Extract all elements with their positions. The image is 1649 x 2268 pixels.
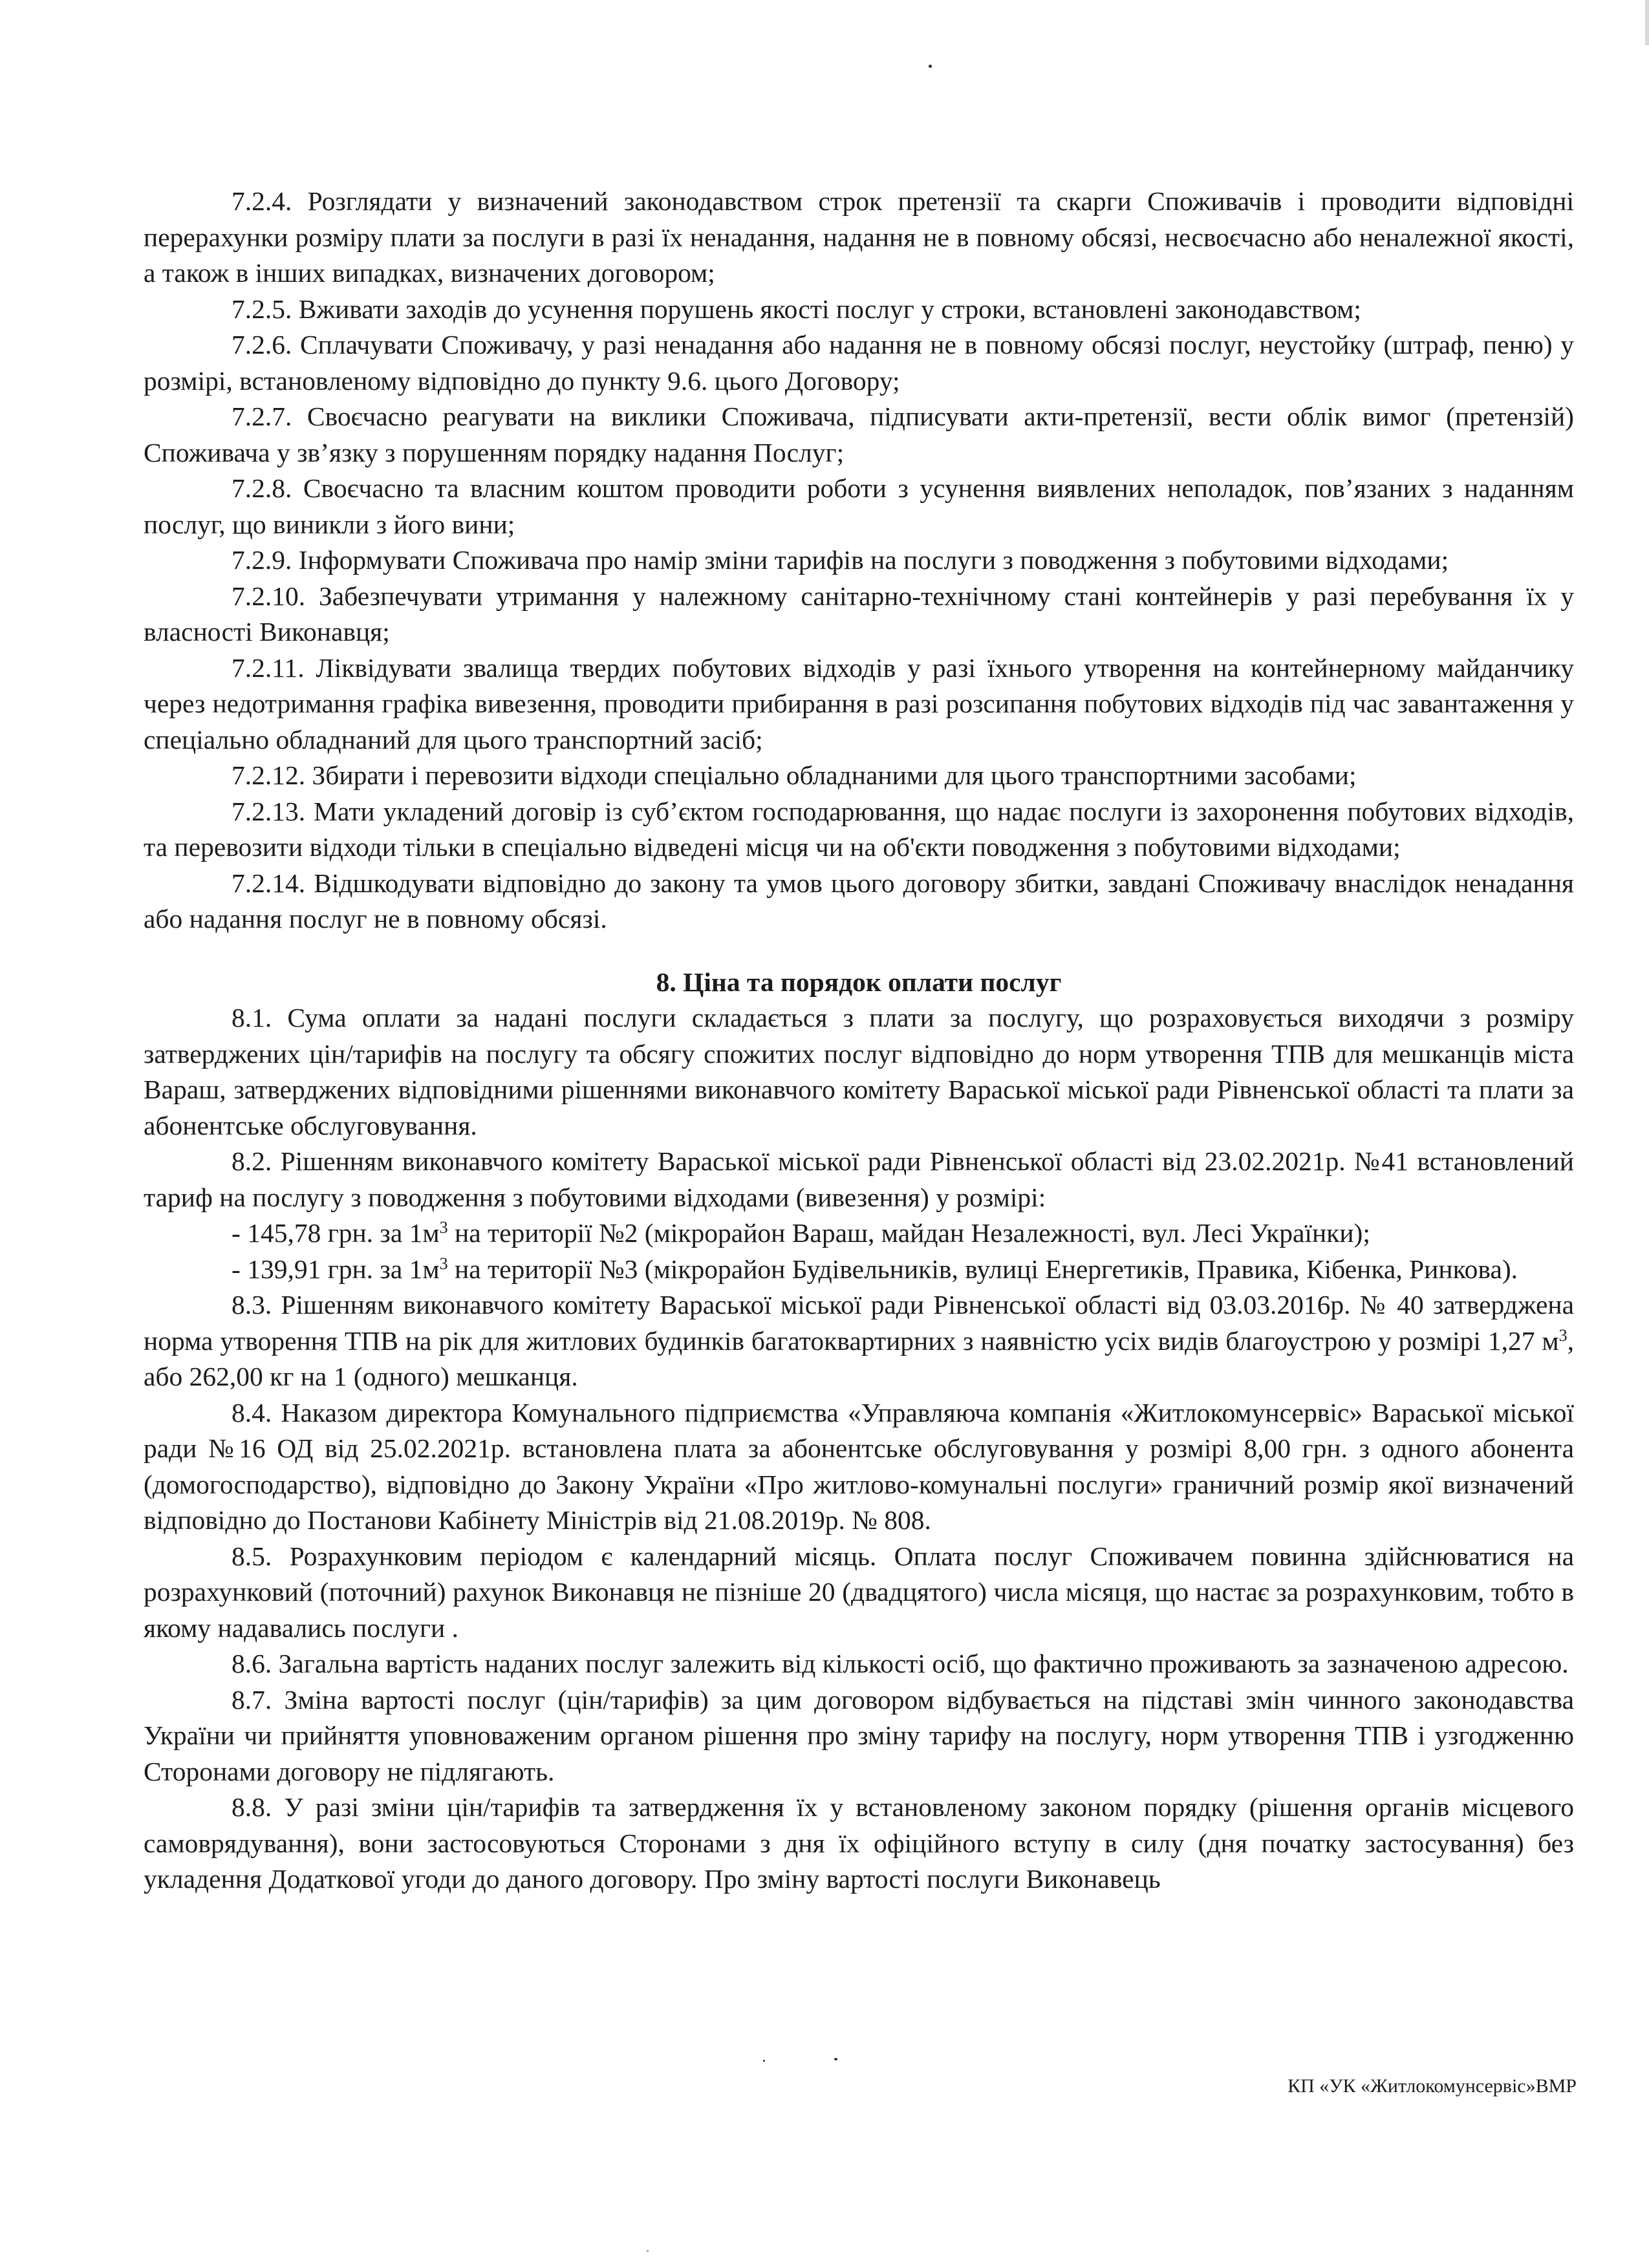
cubic-superscript: 3 xyxy=(1558,1325,1568,1345)
tariff-2-text: - 139,91 грн. за 1м xyxy=(232,1254,440,1284)
scan-speck xyxy=(763,2060,765,2062)
clause-7-2-14: 7.2.14. Відшкодувати відповідно до закону та умов цього договору збитки, завдані Споживачу внаслідок ненадання або надання послуг не в повному обсязі. xyxy=(144,868,1574,934)
clause-8-6: 8.6. Загальна вартість наданих послуг залежить від кількості осіб, що фактично проживають за зазначеною адресою. xyxy=(232,1649,1569,1678)
clause-8-3-text-rest: , або 262,00 кг на 1 (одного) мешканця. xyxy=(144,1325,1574,1391)
clause-8-3 xyxy=(144,1287,1574,1395)
clause-7-2-12: 7.2.12. Збирати і перевозити відходи спеціально обладнаними для цього транспортними засобами; xyxy=(232,760,1357,790)
tariff-territory-3 xyxy=(144,1252,1574,1288)
section-7-obligations xyxy=(144,184,1574,937)
clause-8-2: 8.2. Рішенням виконавчого комітету Вараської міської ради Рівненської області від 23.02.2021р. №41 встановлений тариф на послугу з поводження з побутовими відходами (вивезення) у розмірі: xyxy=(144,1146,1574,1212)
page-footer: КП «УК «Житлокомунсервіс»ВМР xyxy=(1288,2075,1577,2097)
clause-7-2-11: 7.2.11. Ліквідувати звалища твердих побутових відходів у разі їхнього утворення на контейнерному майданчику через недотримання графіка вивезення, проводити прибирання в разі розсипання побутових відходів під час завантаження у спеціально обладнаний для цього транспортний засіб; xyxy=(144,652,1574,754)
scan-edge-mark xyxy=(1645,0,1649,45)
clause-7-2-4: 7.2.4. Розглядати у визначений законодавством строк претензії та скарги Споживачів і проводити відповідні перерахунки розміру плати за послуги в разі їх ненадання, надання не в повному обсязі, несвоєчасно або неналежної якості, а також в інших випадках, визначених договором; xyxy=(144,186,1574,288)
tariff-2-text-rest: на території №3 (мікрорайон Будівельників, вулиці Енергетиків, Правика, Кібенка, Ринкова). xyxy=(447,1254,1518,1284)
clause-7-2-10: 7.2.10. Забезпечувати утримання у належному санітарно-технічному стані контейнерів у разі перебування їх у власності Виконавця; xyxy=(144,581,1574,647)
clause-8-5: 8.5. Розрахунковим періодом є календарний місяць. Оплата послуг Споживачем повинна здійснюватися на розрахунковий (поточний) рахунок Виконавця не пізніше 20 (двадцятого) числа місяця, що настає за розрахунковим, тобто в якому надавались послуги . xyxy=(144,1541,1574,1643)
clause-7-2-13: 7.2.13. Мати укладений договір із суб’єктом господарювання, що надає послуги із захоронення побутових відходів, та перевозити відходи тільки в спеціально відведені місця чи на об'єкти поводження з побутовими відходами; xyxy=(144,796,1574,862)
document-page xyxy=(144,184,1574,1898)
scan-speck xyxy=(647,2250,649,2252)
clause-7-2-8: 7.2.8. Своєчасно та власним коштом проводити роботи з усунення виявлених неполадок, пов’язаних з наданням послуг, що виникли з його вини; xyxy=(144,473,1574,539)
clause-8-4: 8.4. Наказом директора Комунального підприємства «Управляюча компанія «Житлокомунсервіс» Вараської міської ради №16 ОД від 25.02.2021р. встановлена плата за абонентське обслуговування у розмірі 8,00 грн. з одного абонента (домогосподарство), відповідно до Закону України «Про житлово-комунальні послуги» граничний розмір якої визначений відповідно до Постанови Кабінету Міністрів від 21.08.2019р. № 808. xyxy=(144,1397,1574,1535)
clause-8-8: 8.8. У разі зміни цін/тарифів та затвердження їх у встановленому законом порядку (рішення органів місцевого самоврядування), вони застосовуються Сторонами з дня їх офіційного вступу в силу (дня початку застосування) без укладення Додаткової угоди до даного договору. Про зміну вартості послуги Виконавець xyxy=(144,1792,1574,1894)
clause-7-2-9: 7.2.9. Інформувати Споживача про намір зміни тарифів на послуги з поводження з побутовими відходами; xyxy=(232,545,1449,575)
cubic-superscript: 3 xyxy=(439,1254,448,1273)
clause-8-3-text: 8.3. Рішенням виконавчого комітету Вараської міської ради Рівненської області від 03.03.2016р. № 40 затверджена норма утворення ТПВ на рік для житлових будинків багатоквартирних з наявністю усіх видів благоустрою у розмірі 1,27 м xyxy=(144,1290,1574,1356)
tariff-1-text-rest: на території №2 (мікрорайон Вараш, майдан Незалежності, вул. Лесі Українки); xyxy=(447,1218,1370,1248)
clause-7-2-5: 7.2.5. Вживати заходів до усунення порушень якості послуг у строки, встановлені законодавством; xyxy=(232,294,1361,324)
clause-8-7: 8.7. Зміна вартості послуг (цін/тарифів) за цим договором відбувається на підставі змін чинного законодавства України чи прийняття уповноваженим органом рішення про зміну тарифу на послугу, норм утворення ТПВ і узгодженню Сторонами договору не підлягають. xyxy=(144,1684,1574,1786)
scan-speck xyxy=(929,65,932,68)
tariff-territory-2 xyxy=(144,1215,1574,1252)
clause-7-2-7: 7.2.7. Своєчасно реагувати на виклики Споживача, підписувати акти-претензії, вести облік вимог (претензій) Споживача у зв’язку з порушенням порядку надання Послуг; xyxy=(144,401,1574,467)
section-8-title: 8. Ціна та порядок оплати послуг xyxy=(656,967,1062,997)
clause-7-2-6: 7.2.6. Сплачувати Споживачу, у разі ненадання або надання не в повному обсязі послуг, неустойку (штраф, пеню) у розмірі, встановленому відповідно до пункту 9.6. цього Договору; xyxy=(144,330,1574,396)
cubic-superscript: 3 xyxy=(439,1218,448,1237)
tariff-1-text: - 145,78 грн. за 1м xyxy=(232,1218,440,1248)
scan-speck xyxy=(834,2058,837,2060)
clause-8-1: 8.1. Сума оплати за надані послуги складається з плати за послугу, що розраховується виходячи з розміру затверджених цін/тарифів на послугу та обсягу спожитих послуг відповідно до норм утворення ТПВ для мешканців міста Вараш, затверджених відповідними рішеннями виконавчого комітету Вараської міської ради Рівненської області та плати за абонентське обслуговування. xyxy=(144,1003,1574,1140)
